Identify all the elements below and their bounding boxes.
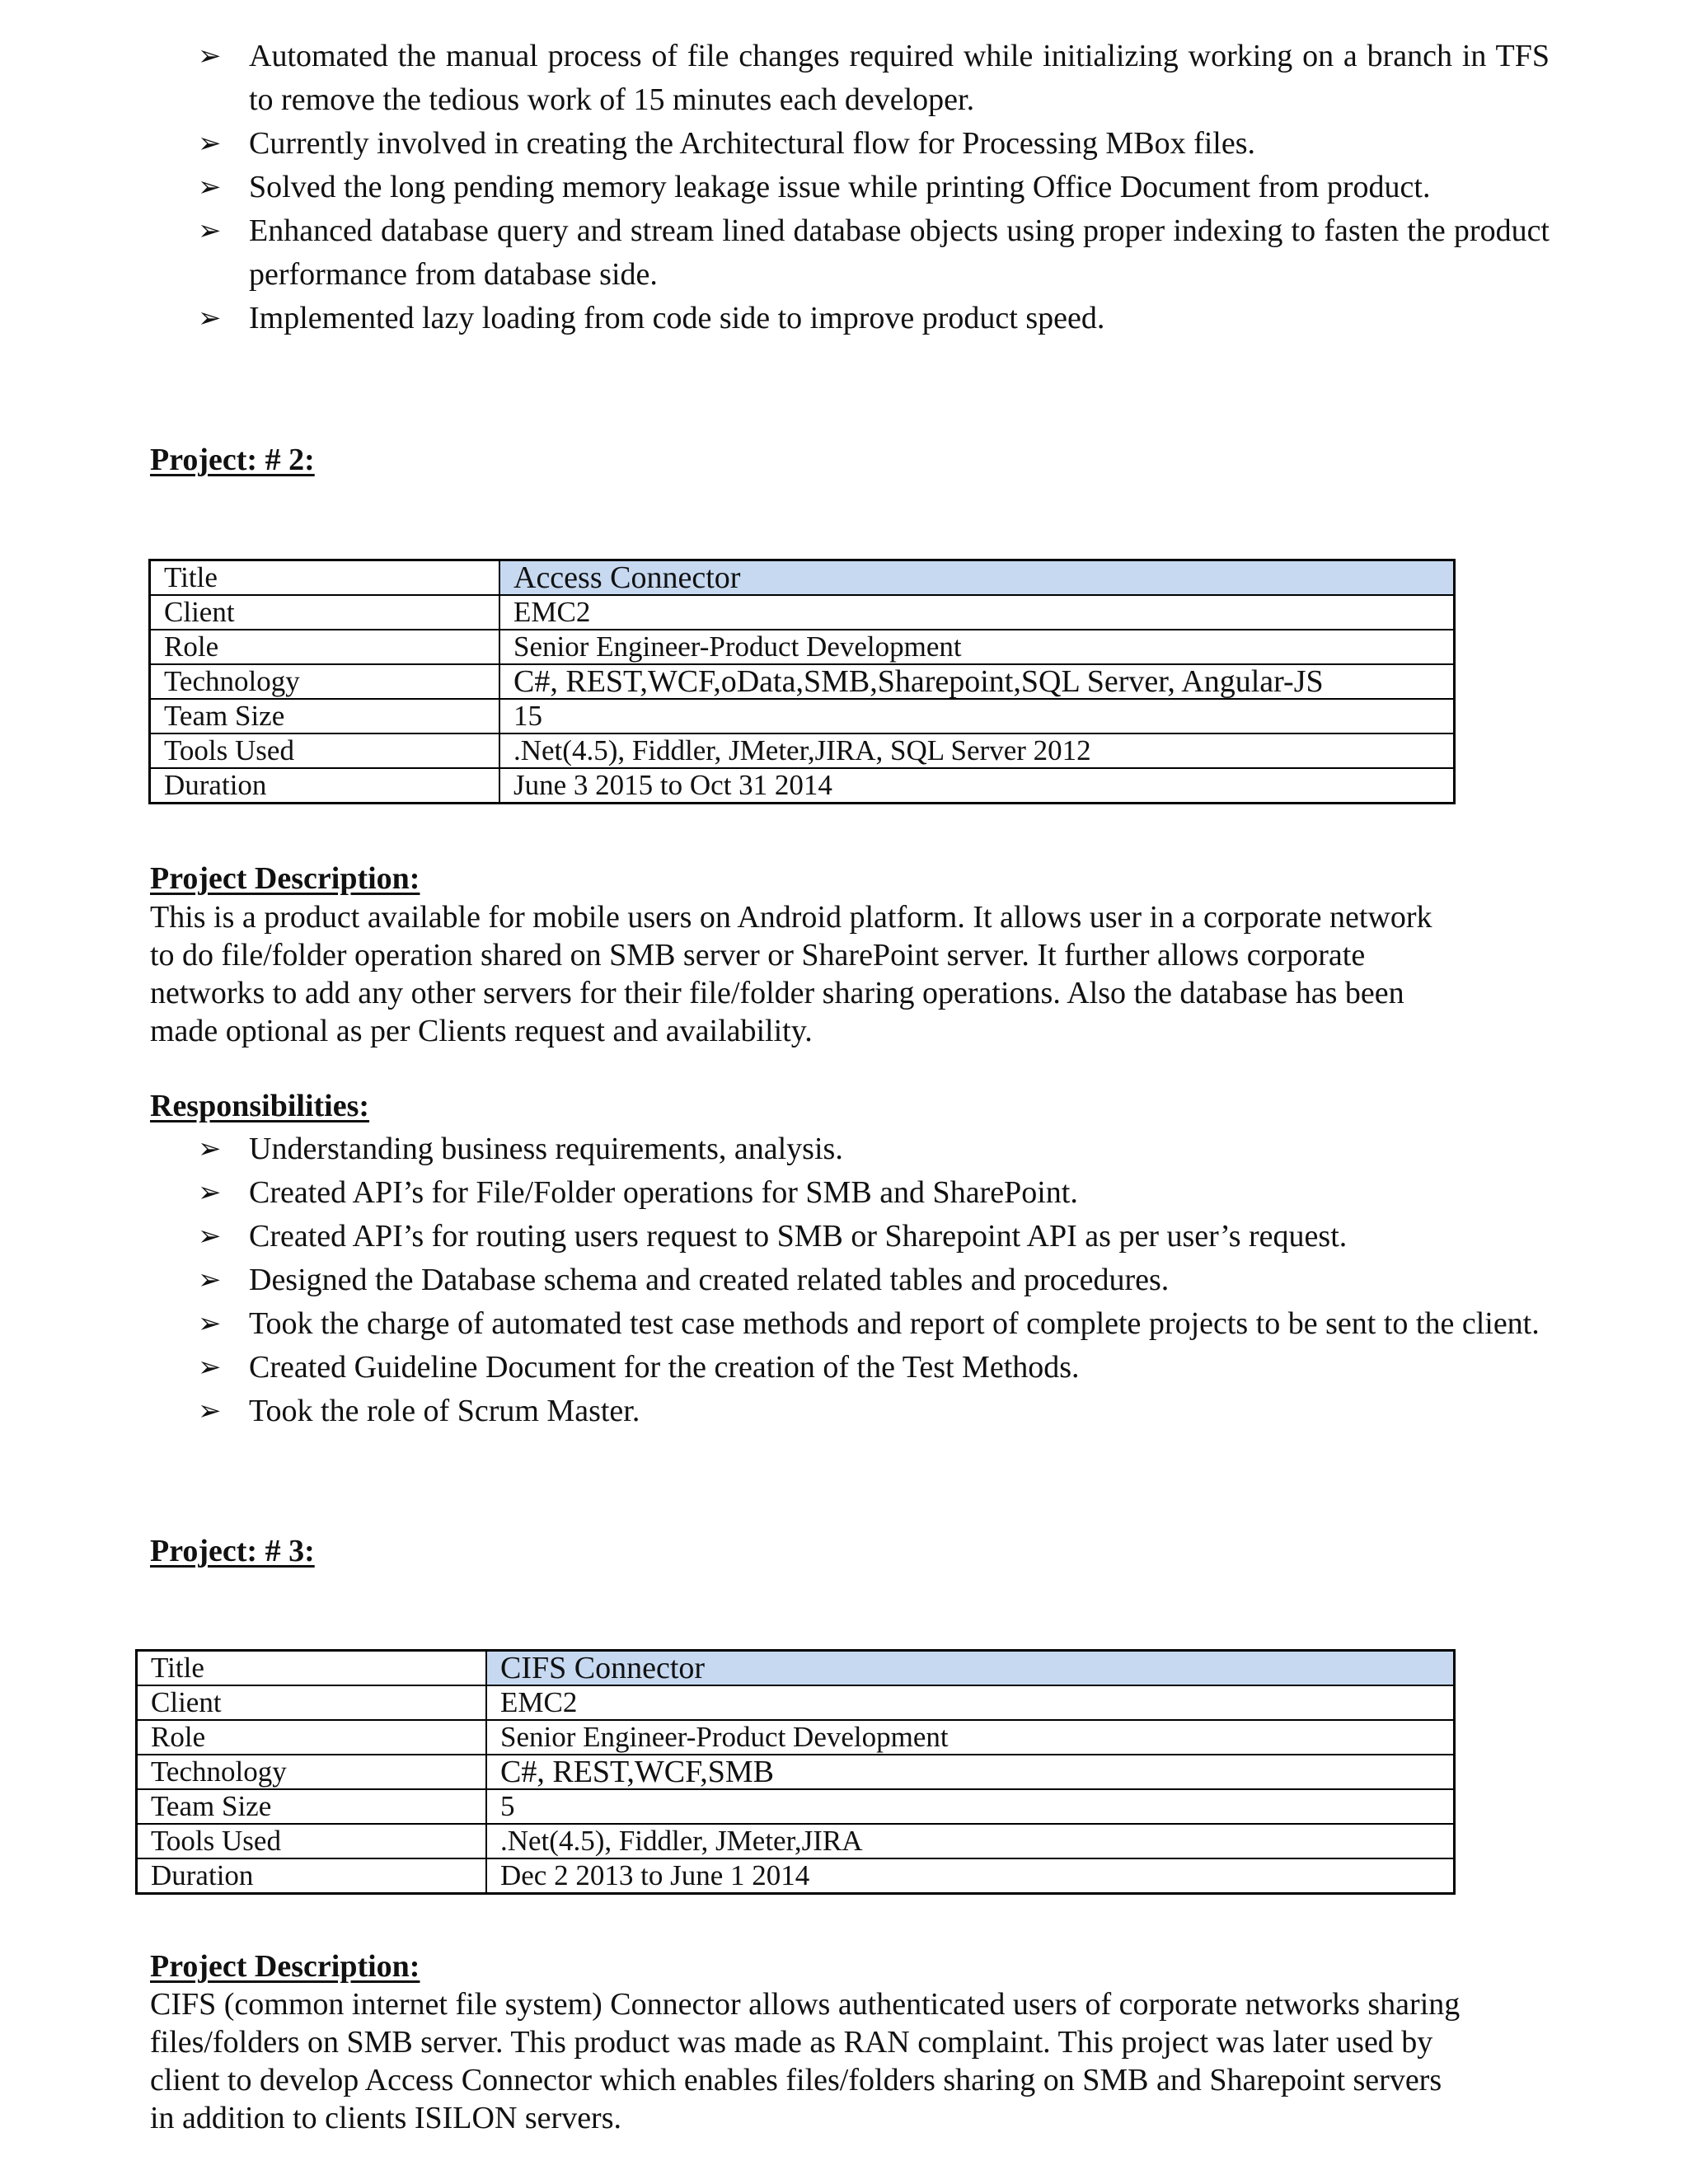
table-value: Dec 2 2013 to June 1 2014 (486, 1858, 1455, 1894)
table-row (137, 1685, 1455, 1720)
arrow-bullet-icon: ➢ (198, 40, 222, 73)
table-key: Role (150, 630, 500, 664)
table-key: Technology (137, 1755, 487, 1789)
table-row (137, 1651, 1455, 1686)
table-key: Team Size (150, 699, 500, 733)
bullet-item: ➢ Automated the manual process of file changes required while initializing working on a branch in TFS to remove the tedious work of 15 minutes each developer. (198, 35, 1550, 122)
arrow-bullet-icon: ➢ (198, 127, 222, 160)
table-row (150, 560, 1455, 596)
project-3-heading: Project: # 3: (150, 1534, 315, 1568)
table-value: EMC2 (499, 595, 1455, 630)
table-key: Tools Used (137, 1824, 487, 1858)
table-value: Access Connector (499, 560, 1455, 596)
bullet-item: ➢ Currently involved in creating the Architectural flow for Processing MBox files. (198, 122, 1550, 166)
arrow-bullet-icon: ➢ (198, 302, 222, 335)
arrow-bullet-icon: ➢ (198, 1394, 222, 1427)
description-line: CIFS (common internet file system) Connector allows authenticated users of corporate networks sharing (150, 1987, 1461, 2022)
arrow-bullet-icon: ➢ (198, 1220, 222, 1253)
table-value: June 3 2015 to Oct 31 2014 (499, 768, 1455, 804)
project-3-description (150, 1985, 1526, 2137)
table-value: 5 (486, 1789, 1455, 1824)
table-value: .Net(4.5), Fiddler, JMeter,JIRA (486, 1824, 1455, 1858)
table-row (150, 733, 1455, 768)
table-value: 15 (499, 699, 1455, 733)
bullet-item: ➢ Designed the Database schema and created related tables and procedures. (198, 1258, 1550, 1302)
table-row (150, 768, 1455, 804)
table-key: Technology (150, 664, 500, 699)
description-line: files/folders on SMB server. This product was made as RAN complaint. This project was later used by (150, 2025, 1433, 2060)
table-row (150, 699, 1455, 733)
table-key: Title (150, 560, 500, 596)
arrow-bullet-icon: ➢ (198, 1176, 222, 1209)
project-2-heading: Project: # 2: (150, 443, 315, 477)
description-line: in addition to clients ISILON servers. (150, 2101, 622, 2135)
description-line: client to develop Access Connector which enables files/folders sharing on SMB and Sharepoint servers (150, 2063, 1442, 2097)
table-row (137, 1755, 1455, 1789)
arrow-bullet-icon: ➢ (198, 1351, 222, 1384)
arrow-bullet-icon: ➢ (198, 214, 222, 247)
table-row (137, 1720, 1455, 1755)
bullet-item: ➢ Implemented lazy loading from code side to improve product speed. (198, 297, 1550, 340)
table-key: Duration (137, 1858, 487, 1894)
table-value: Senior Engineer-Product Development (499, 630, 1455, 664)
table-key: Title (137, 1651, 487, 1686)
description-line: made optional as per Clients request and availability. (150, 1014, 813, 1048)
responsibilities-heading: Responsibilities: (150, 1089, 370, 1123)
bullet-item: ➢ Enhanced database query and stream lined database objects using proper indexing to fasten the product performance from database side. (198, 209, 1550, 297)
arrow-bullet-icon: ➢ (198, 1263, 222, 1296)
project-2-table (148, 559, 1456, 804)
table-value: EMC2 (486, 1685, 1455, 1720)
table-value: C#, REST,WCF,oData,SMB,Sharepoint,SQL Server, Angular-JS (499, 664, 1455, 699)
table-row (137, 1858, 1455, 1894)
project-3-description-heading: Project Description: (150, 1949, 420, 1984)
project-3-table (135, 1649, 1456, 1895)
bullet-item: ➢ Took the role of Scrum Master. (198, 1390, 1550, 1433)
table-value: .Net(4.5), Fiddler, JMeter,JIRA, SQL Server 2012 (499, 733, 1455, 768)
table-value: Senior Engineer-Product Development (486, 1720, 1455, 1755)
table-row (150, 664, 1455, 699)
arrow-bullet-icon: ➢ (198, 1307, 222, 1340)
arrow-bullet-icon: ➢ (198, 171, 222, 204)
bullet-item: ➢ Created API’s for routing users request to SMB or Sharepoint API as per user’s request. (198, 1215, 1550, 1258)
previous-project-bullets (198, 35, 1550, 340)
table-row (150, 595, 1455, 630)
table-row (137, 1824, 1455, 1858)
table-key: Client (137, 1685, 487, 1720)
description-line: This is a product available for mobile users on Android platform. It allows user in a corporate network (150, 900, 1432, 935)
project-2-description-heading: Project Description: (150, 861, 420, 896)
bullet-item: ➢ Took the charge of automated test case methods and report of complete projects to be sent to the client. (198, 1302, 1550, 1346)
description-line: networks to add any other servers for their file/folder sharing operations. Also the database has been (150, 976, 1404, 1010)
bullet-item: ➢ Solved the long pending memory leakage issue while printing Office Document from product. (198, 166, 1550, 209)
table-key: Role (137, 1720, 487, 1755)
bullet-item: ➢ Created Guideline Document for the creation of the Test Methods. (198, 1346, 1550, 1390)
responsibilities-list (198, 1127, 1550, 1433)
table-key: Client (150, 595, 500, 630)
table-key: Team Size (137, 1789, 487, 1824)
bullet-item: ➢ Understanding business requirements, analysis. (198, 1127, 1550, 1171)
table-row (137, 1789, 1455, 1824)
table-value: C#, REST,WCF,SMB (486, 1755, 1455, 1789)
bullet-item: ➢ Created API’s for File/Folder operations for SMB and SharePoint. (198, 1171, 1550, 1215)
table-row (150, 630, 1455, 664)
table-key: Duration (150, 768, 500, 804)
arrow-bullet-icon: ➢ (198, 1132, 222, 1165)
table-value: CIFS Connector (486, 1651, 1455, 1686)
project-2-description (150, 898, 1526, 1050)
description-line: to do file/folder operation shared on SMB server or SharePoint server. It further allows corporate (150, 938, 1366, 972)
table-key: Tools Used (150, 733, 500, 768)
